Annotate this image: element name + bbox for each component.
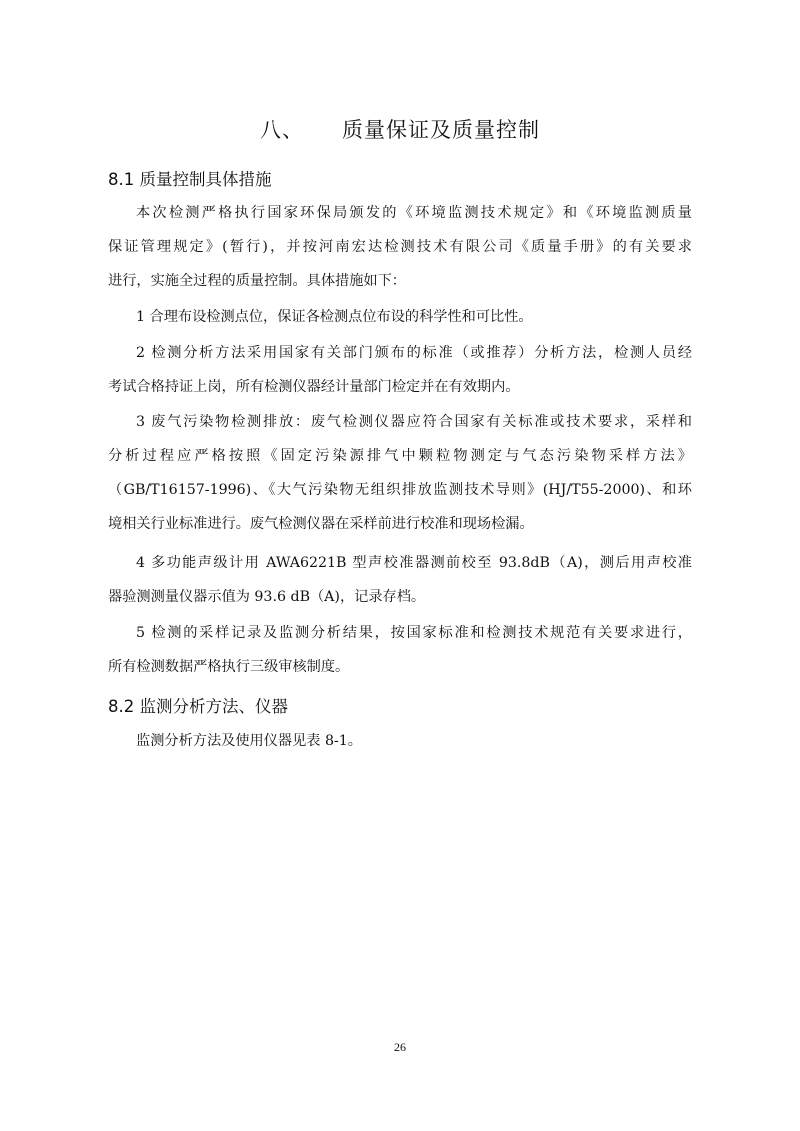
intro-paragraph	[108, 196, 692, 298]
paragraph-line: 境相关行业标准进行。废气检测仪器在采样前进行校准和现场检漏。	[108, 516, 534, 532]
paragraph-line: 所有检测数据严格执行三级审核制度。	[108, 659, 350, 675]
paragraph-line: 进行，实施全过程的质量控制。具体措施如下：	[108, 273, 406, 289]
paragraph-line: 3 废气污染物检测排放：废气检测仪器应符合国家有关标准或技术要求，采样和	[136, 414, 692, 430]
paragraph-line: 保证管理规定》(暂行)，并按河南宏达检测技术有限公司《质量手册》的有关要求	[108, 239, 692, 255]
page-number: 26	[394, 1040, 406, 1054]
measure-item-4	[108, 546, 692, 614]
section-heading-8-2: 8.2 监测分析方法、仪器	[108, 697, 288, 716]
chapter-title-text: 质量保证及质量控制	[342, 118, 540, 142]
paragraph-line: 器验测测量仪器示值为 93.6 dB（A)，记录存档。	[108, 589, 426, 605]
chapter-title	[0, 114, 800, 144]
paragraph-line: 监测分析方法及使用仪器见表 8-1。	[136, 733, 362, 749]
paragraph-line: 考试合格持证上岗，所有检测仪器经计量部门检定并在有效期内。	[108, 379, 520, 395]
chapter-number: 八、	[260, 118, 304, 142]
paragraph-line: 4 多功能声级计用 AWA6221B 型声校准器测前校至 93.8dB（A)，测后用声校准	[136, 555, 692, 571]
paragraph-line: 分析过程应严格按照《固定污染源排气中颗粒物测定与气态污染物采样方法》	[108, 448, 692, 464]
measure-item-1	[108, 300, 692, 334]
measure-item-3	[108, 405, 692, 541]
section-heading-8-1: 8.1 质量控制具体措施	[108, 170, 272, 189]
paragraph-line: 1 合理布设检测点位，保证各检测点位布设的科学性和可比性。	[136, 309, 533, 325]
paragraph-line: 5 检测的采样记录及监测分析结果，按国家标准和检测技术规范有关要求进行，	[136, 625, 692, 641]
paragraph-line: （GB/T16157-1996)、《大气污染物无组织排放监测技术导则》(HJ/T55-2000)、和环	[108, 482, 692, 498]
measure-item-5	[108, 616, 692, 684]
section-8-2-body	[108, 724, 692, 758]
measure-item-2	[108, 336, 692, 404]
paragraph-line: 本次检测严格执行国家环保局颁发的《环境监测技术规定》和《环境监测质量	[136, 205, 692, 221]
paragraph-line: 2 检测分析方法采用国家有关部门颁布的标准（或推荐）分析方法，检测人员经	[136, 345, 692, 361]
